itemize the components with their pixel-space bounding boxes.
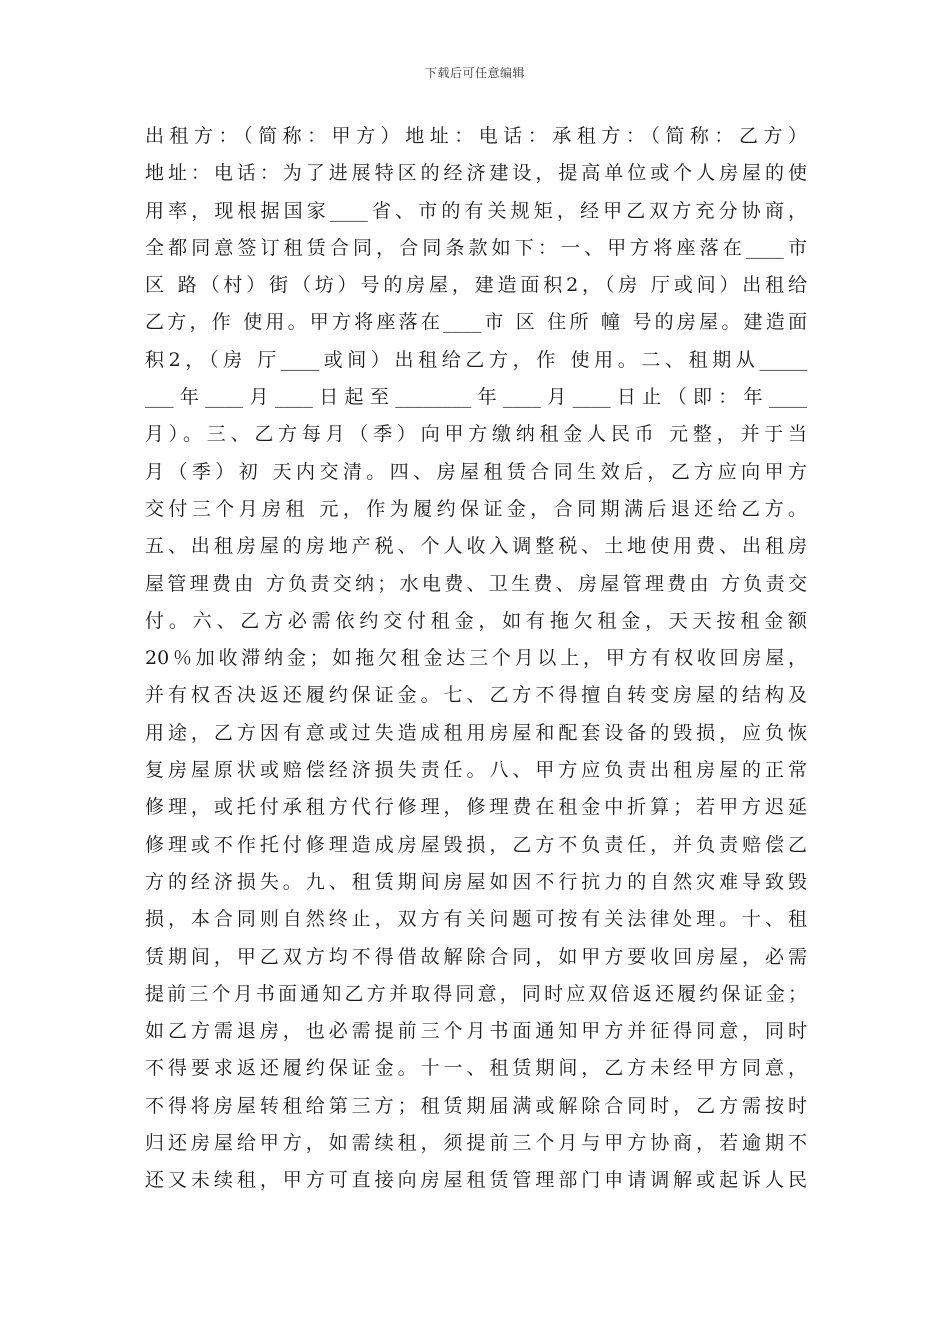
text-line: 修理或不作托付修理造成房屋毁损，乙方不负责任，并负责赔偿乙 bbox=[145, 833, 807, 856]
contract-body bbox=[145, 118, 807, 1200]
text-line: 20％加收滞纳金；如拖欠租金达三个月以上，甲方有权收回房屋， bbox=[145, 647, 807, 670]
text-line: 月（季）初 天内交清。四、房屋租赁合同生效后，乙方应向甲方 bbox=[145, 460, 807, 483]
text-line: 月）。三、乙方每月（季）向甲方缴纳租金人民币 元整，并于当 bbox=[145, 423, 807, 446]
text-line: ___年____月____日起至________年____月____日止（即：年____ bbox=[145, 386, 807, 409]
text-line: 五、出租房屋的房地产税、个人收入调整税、土地使用费、出租房 bbox=[145, 535, 807, 558]
text-line: 乙方，作 使用。甲方将座落在____市 区 住所 幢 号的房屋。建造面 bbox=[145, 311, 807, 334]
text-line: 赁期间，甲乙双方均不得借故解除合同，如甲方要收回房屋，必需 bbox=[145, 945, 807, 968]
text-line: 全都同意签订租赁合同，合同条款如下：一、甲方将座落在____市 bbox=[145, 236, 807, 259]
text-line: 修理，或托付承租方代行修理，修理费在租金中折算；若甲方迟延 bbox=[145, 796, 807, 819]
text-line: 损，本合同则自然终止，双方有关问题可按有关法律处理。十、租 bbox=[145, 908, 807, 931]
text-line: 积2，（房 厅____或间）出租给乙方，作 使用。二、租期从_____ bbox=[145, 348, 807, 371]
text-line: 屋管理费由 方负责交纳；水电费、卫生费、房屋管理费由 方负责交 bbox=[145, 572, 807, 595]
text-line: 归还房屋给甲方，如需续租，须提前三个月与甲方协商，若逾期不 bbox=[145, 1132, 807, 1155]
text-line: 不得将房屋转租给第三方；租赁期届满或解除合同时，乙方需按时 bbox=[145, 1094, 807, 1117]
text-line: 付。六、乙方必需依约交付租金，如有拖欠租金，天天按租金额 bbox=[145, 609, 807, 632]
text-line: 地址：电话：为了进展特区的经济建设，提高单位或个人房屋的使 bbox=[145, 162, 807, 185]
text-line: 方的经济损失。九、租赁期间房屋如因不行抗力的自然灾难导致毁 bbox=[145, 870, 807, 893]
page-header-note: 下载后可任意编辑 bbox=[424, 66, 525, 80]
text-line: 不得要求返还履约保证金。十一、租赁期间，乙方未经甲方同意， bbox=[145, 1057, 807, 1080]
text-line: 用率，现根据国家____省、市的有关规矩，经甲乙双方充分协商， bbox=[145, 199, 807, 222]
text-line: 区 路（村）街（坊）号的房屋，建造面积2，（房 厅或间）出租给 bbox=[145, 274, 807, 297]
text-line: 还又未续租，甲方可直接向房屋租赁管理部门申请调解或起诉人民 bbox=[145, 1169, 807, 1192]
text-line: 出租方：（简称：甲方）地址：电话：承租方：（简称：乙方） bbox=[145, 125, 807, 147]
text-line: 提前三个月书面通知乙方并取得同意，同时应双倍返还履约保证金； bbox=[145, 982, 807, 1005]
text-line: 复房屋原状或赔偿经济损失责任。八、甲方应负责出租房屋的正常 bbox=[145, 759, 807, 782]
text-line: 如乙方需退房，也必需提前三个月书面通知甲方并征得同意，同时 bbox=[145, 1020, 807, 1043]
text-line: 交付三个月房租 元，作为履约保证金，合同期满后退还给乙方。 bbox=[145, 497, 807, 520]
text-line: 用途，乙方因有意或过失造成租用房屋和配套设备的毁损，应负恢 bbox=[145, 721, 807, 744]
text-line: 并有权否决返还履约保证金。七、乙方不得擅自转变房屋的结构及 bbox=[145, 684, 807, 707]
